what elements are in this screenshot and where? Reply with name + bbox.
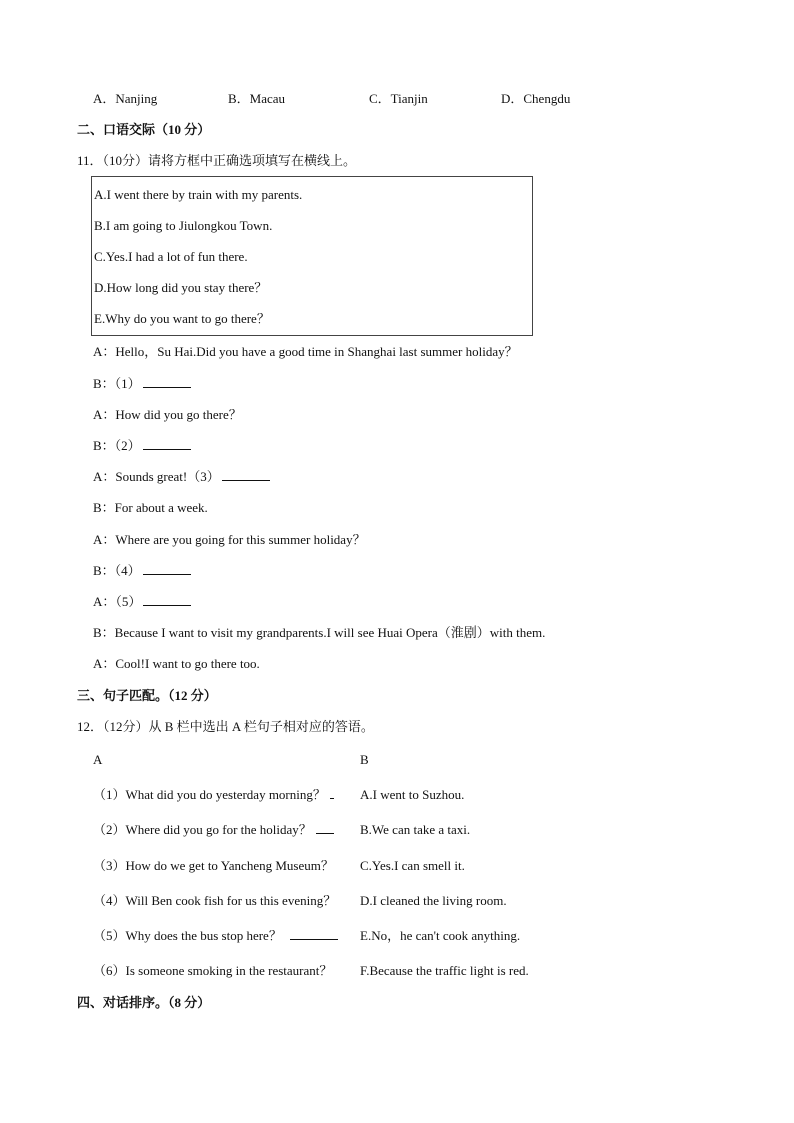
match-b-1: A.I went to Suzhou. <box>360 787 465 802</box>
match-blank-5[interactable] <box>290 927 338 940</box>
match-a-6: （6）Is someone smoking in the restaurant？ <box>93 963 333 978</box>
match-b-2: B.We can take a taxi. <box>360 822 471 837</box>
answer-blank-4[interactable] <box>143 562 191 575</box>
match-a-text: （2）Where did you go for the holiday？ <box>93 822 312 837</box>
match-blank-2[interactable] <box>316 821 334 834</box>
q10-option-c: C．Tianjin <box>369 91 428 106</box>
dialogue-line-blank-4 <box>93 562 191 580</box>
match-a-4: （4）Will Ben cook fish for us this evening？ <box>93 893 337 908</box>
match-b-4: D.I cleaned the living room. <box>360 893 507 908</box>
dialogue-text: B：（2） <box>93 438 141 453</box>
section4-title: 四、对话排序。（8 分） <box>77 995 211 1010</box>
match-b-3: C.Yes.I can smell it. <box>360 858 465 873</box>
section2-title: 二、口语交际（10 分） <box>77 122 211 137</box>
box-option-c: C.Yes.I had a lot of fun there. <box>94 249 248 264</box>
dialogue-line-blank-1 <box>93 375 191 393</box>
dialogue-text: A：（5） <box>93 594 142 609</box>
dialogue-text: A：Sounds great!（3） <box>93 469 220 484</box>
dialogue-text: B：（4） <box>93 563 141 578</box>
answer-blank-3[interactable] <box>222 468 270 481</box>
box-option-b: B.I am going to Jiulongkou Town. <box>94 218 273 233</box>
dialogue-line-blank-2 <box>93 437 191 455</box>
match-blank-1[interactable] <box>330 786 334 799</box>
match-a-1 <box>93 786 336 804</box>
box-option-d: D.How long did you stay there？ <box>94 280 268 295</box>
dialogue-text: B：（1） <box>93 376 141 391</box>
dialogue-line: A：How did you go there？ <box>93 407 242 422</box>
question-12: 12．（12分）从 B 栏中选出 A 栏句子相对应的答语。 <box>77 719 374 734</box>
q10-option-a: A．Nanjing <box>93 91 158 106</box>
dialogue-line-blank-3 <box>93 468 270 486</box>
match-a-3: （3）How do we get to Yancheng Museum？ <box>93 858 334 873</box>
answer-blank-5[interactable] <box>143 593 191 606</box>
match-a-2 <box>93 821 336 839</box>
q10-option-b: B．Macau <box>228 91 286 106</box>
answer-blank-1[interactable] <box>143 375 191 388</box>
match-a-5 <box>93 927 338 945</box>
match-b-6: F.Because the traffic light is red. <box>360 963 529 978</box>
section3-title: 三、句子匹配。（12 分） <box>77 688 217 703</box>
match-a-text: （5）Why does the bus stop here？ <box>93 928 282 943</box>
column-a-header: A <box>93 752 103 767</box>
box-option-a: A.I went there by train with my parents. <box>94 187 303 202</box>
dialogue-line: B：For about a week. <box>93 500 208 515</box>
question-11: 11．（10分）请将方框中正确选项填写在横线上。 <box>77 153 357 168</box>
dialogue-line: A：Where are you going for this summer holiday？ <box>93 532 366 547</box>
dialogue-line: B：Because I want to visit my grandparents.I will see Huai Opera（淮剧）with them. <box>93 625 546 640</box>
dialogue-line: A：Hello，Su Hai.Did you have a good time in Shanghai last summer holiday？ <box>93 344 518 359</box>
column-b-header: B <box>360 752 369 767</box>
box-option-e: E.Why do you want to go there？ <box>94 311 270 326</box>
options-box <box>91 176 533 336</box>
dialogue-line-blank-5 <box>93 593 191 611</box>
match-a-text: （1）What did you do yesterday morning？ <box>93 787 326 802</box>
q10-option-d: D．Chengdu <box>501 91 571 106</box>
match-b-5: E.No，he can't cook anything. <box>360 928 521 943</box>
answer-blank-2[interactable] <box>143 437 191 450</box>
dialogue-line: A：Cool!I want to go there too. <box>93 656 260 671</box>
